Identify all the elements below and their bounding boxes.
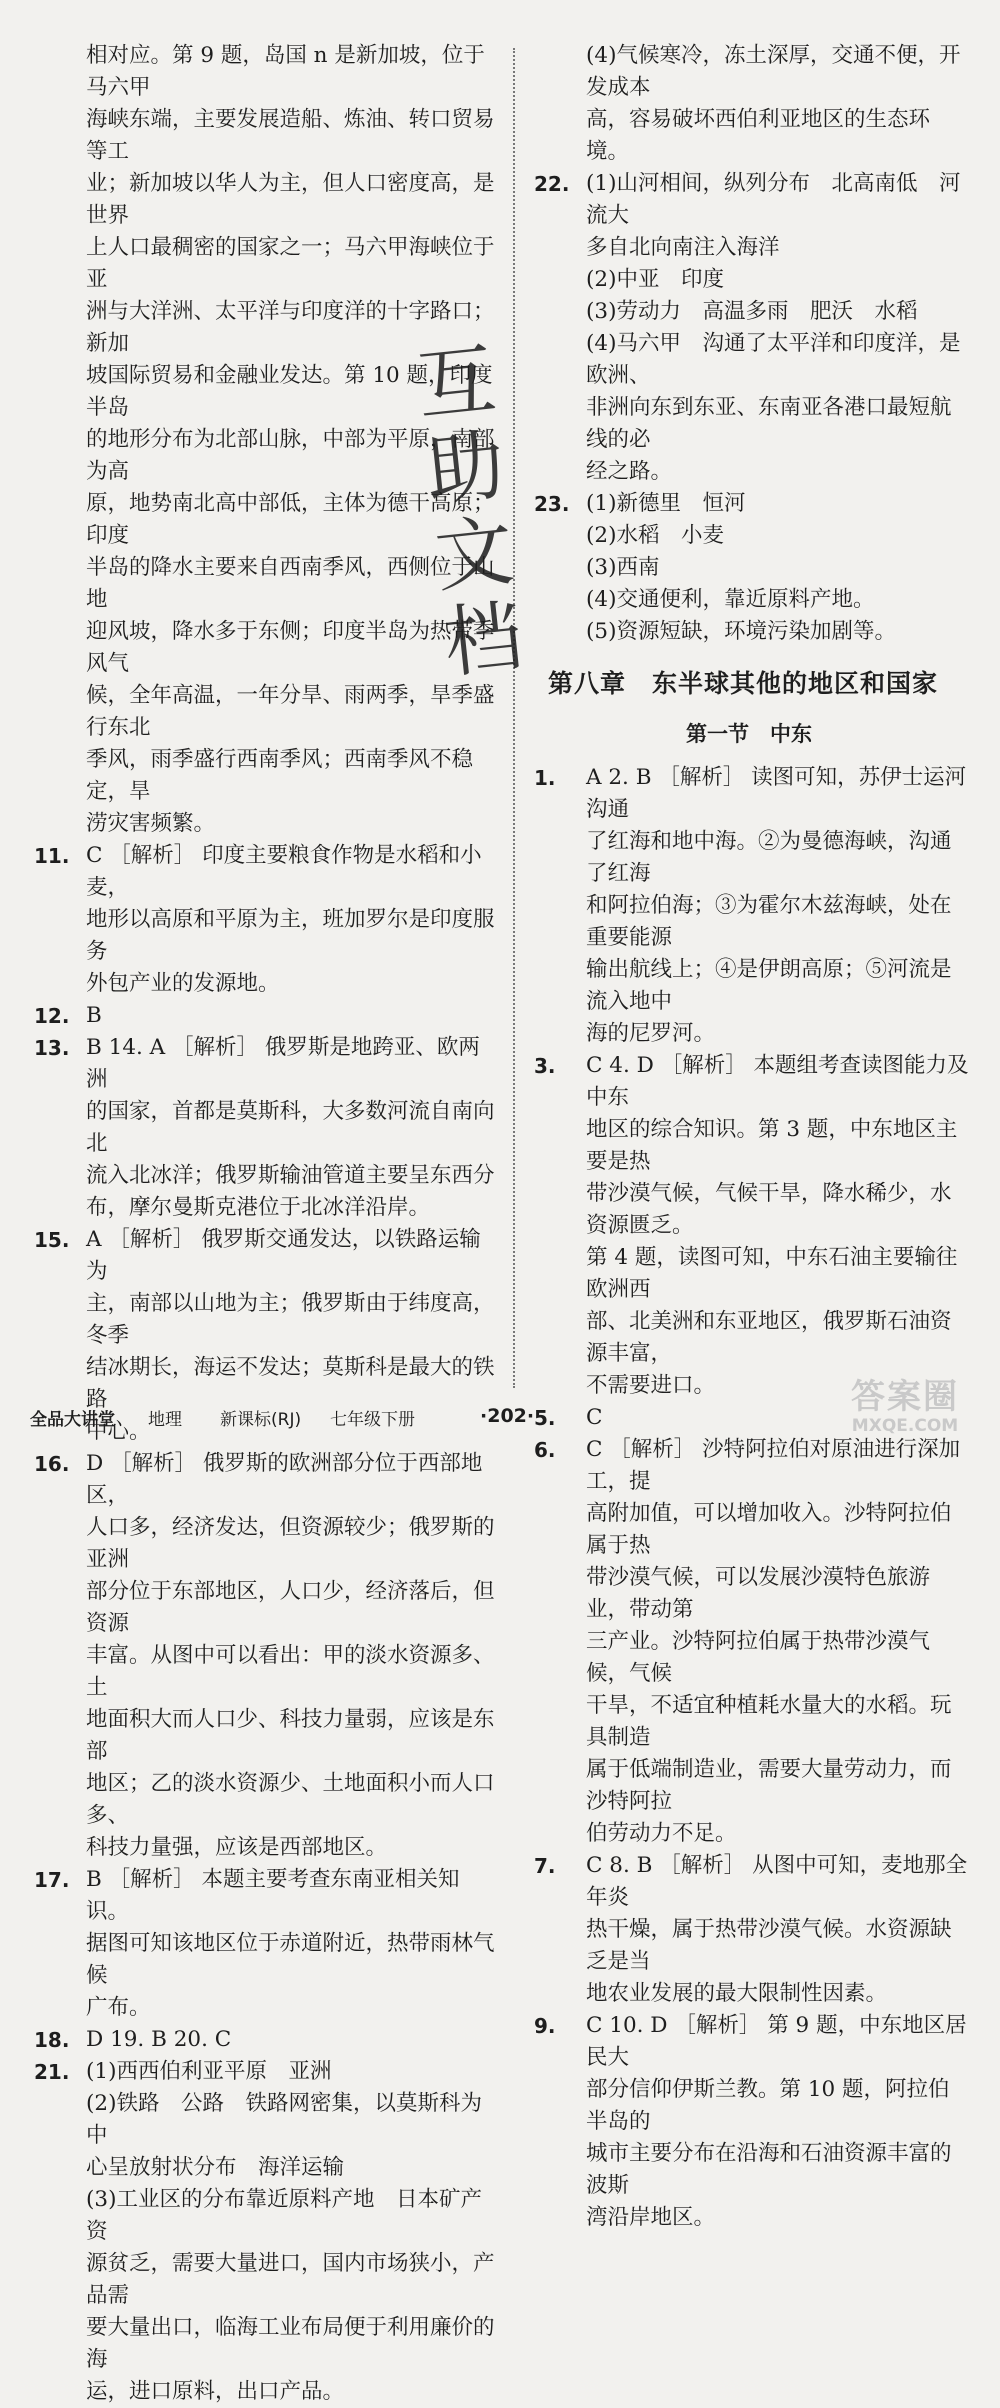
paragraph-line: 上人口最稠密的国家之一；马六甲海峡位于亚 (86, 235, 495, 292)
answer-line: 科技力量强，应该是西部地区。 (86, 1835, 388, 1860)
question-number: 17. (34, 1868, 70, 1892)
footer-standard: 新课标(RJ) (220, 1410, 302, 1430)
watermark-char: 文 (430, 505, 518, 604)
answer-line: (2)水稻 小麦 (586, 523, 724, 548)
answer-line: C ［解析］ 印度主要粮食作物是水稻和小麦， (86, 843, 482, 900)
answer-line: (2)铁路 公路 铁路网密集，以莫斯科为中 (86, 2091, 482, 2148)
answer-line: 第 4 题，读图可知，中东石油主要输往欧洲西 (586, 1245, 958, 1302)
paragraph-line: 原，地势南北高中部低，主体为德干高原；印度 (86, 491, 495, 548)
answer-item (528, 168, 970, 488)
watermark-char: 档 (439, 591, 527, 690)
answer-line: 热干燥，属于热带沙漠气候。水资源缺乏是当 (586, 1917, 952, 1974)
answer-item (528, 2010, 970, 2234)
answer-line: 广布。 (86, 1995, 151, 2020)
answer-line: (3)西南 (586, 555, 660, 580)
answer-line: 人口多，经济发达，但资源较少；俄罗斯的亚洲 (86, 1515, 495, 1572)
answer-line: C (586, 1405, 603, 1430)
question-number: 7. (534, 1854, 556, 1878)
answer-item (28, 2024, 498, 2056)
answer-line: 地形以高原和平原为主，班加罗尔是印度服务 (86, 907, 495, 964)
answer-line: 湾沿岸地区。 (586, 2205, 716, 2230)
answer-line: (1)西西伯利亚平原 亚洲 (86, 2059, 332, 2084)
answer-line: (1)新德里 恒河 (586, 491, 746, 516)
paragraph-line: 海峡东端，主要发展造船、炼油、转口贸易等工 (86, 107, 495, 164)
answer-line: 布，摩尔曼斯克港位于北冰洋沿岸。 (86, 1195, 431, 1220)
answer-item (528, 1434, 970, 1850)
logo-url: MXQE.COM (851, 1416, 959, 1436)
paragraph-line: 的地形分布为北部山脉，中部为平原，南部为高 (86, 427, 495, 484)
answer-line: 不需要进口。 (586, 1373, 716, 1398)
answer-line: 属于低端制造业，需要大量劳动力，而沙特阿拉 (586, 1757, 952, 1814)
footer-grade: 七年级下册 (330, 1410, 415, 1430)
answer-line: 心呈放射状分布 海洋运输 (86, 2155, 345, 2180)
answer-line: 部分位于东部地区，人口少，经济落后，但资源 (86, 1579, 495, 1636)
answer-line: 高，容易破坏西伯利亚地区的生态环境。 (586, 107, 931, 164)
paragraph-line: 半岛的降水主要来自西南季风，西侧位于山地 (86, 555, 495, 612)
question-number: 1. (534, 766, 556, 790)
answer-line: B ［解析］ 本题主要考查东南亚相关知识。 (86, 1867, 460, 1924)
question-number: 16. (34, 1452, 70, 1476)
answer-line: 非洲向东到东亚、东南亚各港口最短航线的必 (586, 395, 952, 452)
answer-line: 输出航线上；④是伊朗高原；⑤河流是流入地中 (586, 957, 952, 1014)
answer-item (528, 1850, 970, 2010)
answer-line: 地区的综合知识。第 3 题，中东地区主要是热 (586, 1117, 958, 1174)
column-divider (513, 48, 515, 1388)
answer-line: (2)中亚 印度 (586, 267, 724, 292)
answer-line: 了红海和地中海。②为曼德海峡，沟通了红海 (586, 829, 952, 886)
answer-line: 外包产业的发源地。 (86, 971, 280, 996)
chapter-title: 第八章 东半球其他的地区和国家 (548, 669, 939, 698)
answer-line: (3)工业区的分布靠近原料产地 日本矿产资 (86, 2187, 482, 2244)
page-number: ·202· (480, 1405, 535, 1427)
right-column (528, 40, 970, 2234)
answer-line: 海的尼罗河。 (586, 1021, 716, 1046)
paragraph-line: 候，全年高温，一年分旱、雨两季，旱季盛行东北 (86, 683, 495, 740)
footer-subject: 地理 (148, 1410, 182, 1430)
right-continuation (528, 40, 970, 168)
answer-line: 三产业。沙特阿拉伯属于热带沙漠气候，气候 (586, 1629, 931, 1686)
question-number: 22. (534, 172, 570, 196)
question-number: 3. (534, 1054, 556, 1078)
question-number: 15. (34, 1228, 70, 1252)
answer-item (528, 488, 970, 648)
answer-line: C 10. D ［解析］ 第 9 题，中东地区居民大 (586, 2013, 967, 2070)
question-number: 13. (34, 1036, 70, 1060)
answer-line: (4)马六甲 沟通了太平洋和印度洋，是欧洲、 (586, 331, 961, 388)
section-title: 第一节 中东 (686, 722, 812, 746)
logo-text: 答案圈 (851, 1377, 959, 1417)
answer-line: C ［解析］ 沙特阿拉伯对原油进行深加工，提 (586, 1437, 961, 1494)
answer-line: 地区；乙的淡水资源少、土地面积小而人口多、 (86, 1771, 495, 1828)
answer-line: 地面积大而人口少、科技力量弱，应该是东部 (86, 1707, 495, 1764)
answer-item (28, 1864, 498, 2024)
paragraph-line: 业；新加坡以华人为主，但人口密度高，是世界 (86, 171, 495, 228)
answer-item (28, 1448, 498, 1864)
paragraph-line: 洲与大洋洲、太平洋与印度洋的十字路口；新加 (86, 299, 495, 356)
answer-line: (3)劳动力 高温多雨 肥沃 水稻 (586, 299, 918, 324)
answer-item (28, 840, 498, 1000)
answer-line: 带沙漠气候，气候干旱，降水稀少，水资源匮乏。 (586, 1181, 952, 1238)
watermark-char: 助 (421, 420, 509, 519)
answer-line: 带沙漠气候，可以发展沙漠特色旅游业，带动第 (586, 1565, 931, 1622)
right-answer-list-a (528, 168, 970, 648)
question-number: 9. (534, 2014, 556, 2038)
question-number: 23. (534, 492, 570, 516)
question-number: 11. (34, 844, 70, 868)
answer-line: A ［解析］ 俄罗斯交通发达，以铁路运输为 (86, 1227, 481, 1284)
answer-line: 地农业发展的最大限制性因素。 (586, 1981, 888, 2006)
answer-line: 干旱，不适宜种植耗水量大的水稻。玩具制造 (586, 1693, 952, 1750)
question-number: 5. (534, 1406, 556, 1430)
answer-line: A 2. B ［解析］ 读图可知，苏伊士运河沟通 (586, 765, 967, 822)
answer-line: C 4. D ［解析］ 本题组考查读图能力及中东 (586, 1053, 969, 1110)
paragraph-line: 坡国际贸易和金融业发达。第 10 题，印度半岛 (86, 363, 493, 420)
answer-line: 据图可知该地区位于赤道附近，热带雨林气候 (86, 1931, 495, 1988)
paragraph-line: 季风，雨季盛行西南季风；西南季风不稳定，旱 (86, 747, 474, 804)
answer-line: 流入北冰洋；俄罗斯输油管道主要呈东西分 (86, 1163, 495, 1188)
answer-line: 经之路。 (586, 459, 673, 484)
answer-line: 运，进口原料，出口产品。 (86, 2379, 345, 2404)
answer-line: (5)资源短缺，环境污染加剧等。 (586, 619, 896, 644)
answer-item (28, 2056, 498, 2408)
watermark-char: 互 (413, 334, 501, 433)
answer-line: 主，南部以山地为主；俄罗斯由于纬度高，冬季 (86, 1291, 495, 1348)
question-number: 6. (534, 1438, 556, 1462)
right-answer-list-b (528, 762, 970, 2234)
answer-line: 丰富。从图中可以看出：甲的淡水资源多、土 (86, 1643, 495, 1700)
answer-line: 源贫乏，需要大量进口，国内市场狭小，产品需 (86, 2251, 495, 2308)
question-number: 18. (34, 2028, 70, 2052)
answer-line: 和阿拉伯海；③为霍尔木兹海峡，处在重要能源 (586, 893, 952, 950)
answer-line: 伯劳动力不足。 (586, 1821, 737, 1846)
paragraph-line: 相对应。第 9 题，岛国 n 是新加坡，位于马六甲 (86, 43, 485, 100)
answer-item (28, 1032, 498, 1224)
answer-line: 部、北美洲和东亚地区，俄罗斯石油资源丰富， (586, 1309, 952, 1366)
answer-line: (4)交通便利，靠近原料产地。 (586, 587, 875, 612)
footer-brand: 全品大讲堂 (30, 1410, 115, 1430)
answer-line: 部分信仰伊斯兰教。第 10 题，阿拉伯半岛的 (586, 2077, 950, 2134)
paragraph-line: 迎风坡，降水多于东侧；印度半岛为热带季风气 (86, 619, 495, 676)
answer-item (528, 1050, 970, 1402)
answer-line: 中心。 (86, 1419, 151, 1444)
answer-line: 要大量出口，临海工业布局便于利用廉价的海 (86, 2315, 495, 2372)
answer-line: 多自北向南注入海洋 (586, 235, 780, 260)
answer-line: B 14. A ［解析］ 俄罗斯是地跨亚、欧两洲 (86, 1035, 480, 1092)
answer-line: (4)气候寒冷，冻土深厚，交通不便，开发成本 (586, 43, 961, 100)
answer-line: D ［解析］ 俄罗斯的欧洲部分位于西部地区， (86, 1451, 483, 1508)
answer-item (28, 1000, 498, 1032)
question-number: 12. (34, 1004, 70, 1028)
answer-item (528, 762, 970, 1050)
answer-line: B (86, 1003, 102, 1028)
paragraph-line: 涝灾害频繁。 (86, 811, 216, 836)
site-logo (820, 1378, 990, 1444)
answer-line: D 19. B 20. C (86, 2027, 232, 2052)
left-answer-list (28, 840, 498, 2408)
answer-line: C 8. B ［解析］ 从图中可知，麦地那全年炎 (586, 1853, 968, 1910)
answer-line: 的国家，首都是莫斯科，大多数河流自南向北 (86, 1099, 495, 1156)
answer-line: 城市主要分布在沿海和石油资源丰富的波斯 (586, 2141, 952, 2198)
question-number: 21. (34, 2060, 70, 2084)
answer-line: 高附加值，可以增加收入。沙特阿拉伯属于热 (586, 1501, 952, 1558)
answer-line: 结冰期长，海运不发达；莫斯科是最大的铁路 (86, 1355, 495, 1412)
answer-line: (1)山河相间，纵列分布 北高南低 河流大 (586, 171, 961, 228)
